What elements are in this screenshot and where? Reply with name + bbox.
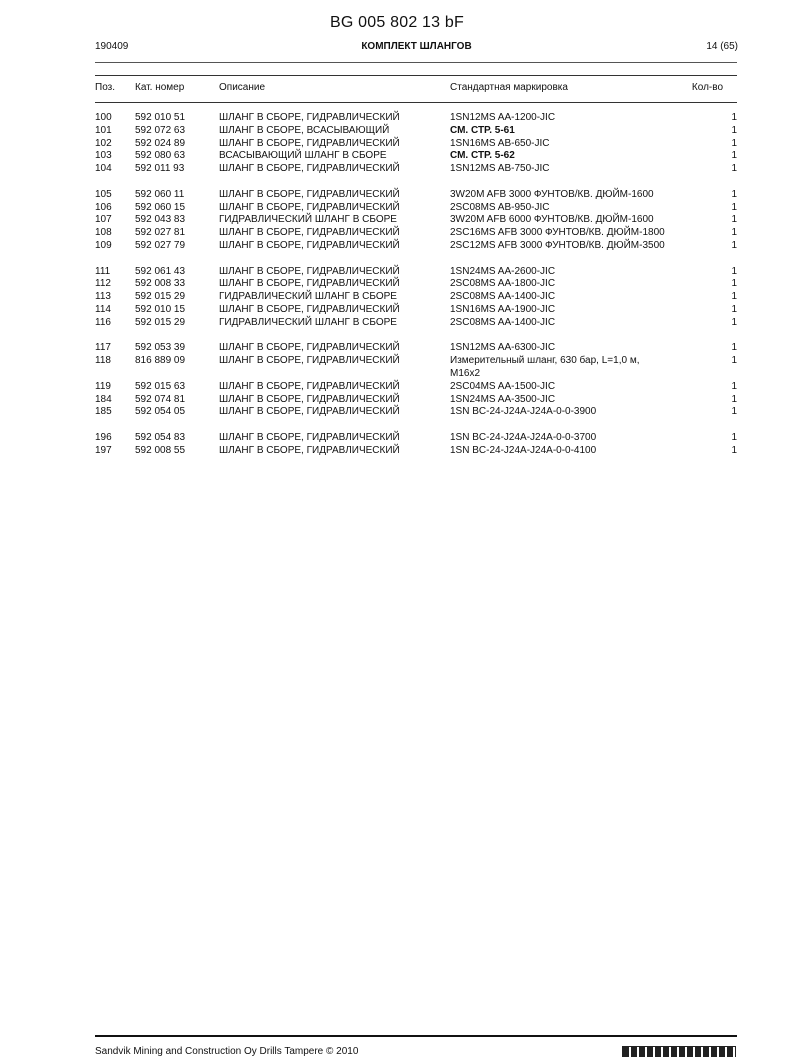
parts-table xyxy=(95,82,737,458)
cell-description: ШЛАНГ В СБОРЕ, ВСАСЫВАЮЩИЙ xyxy=(219,124,390,136)
cell-marking xyxy=(450,150,690,163)
cell-pos: 118 xyxy=(95,355,111,367)
table-row xyxy=(95,432,737,445)
cell-pos: 108 xyxy=(95,227,112,239)
cell-marking xyxy=(450,163,690,176)
cell-marking xyxy=(450,291,690,304)
cell-quantity: 1 xyxy=(731,188,737,200)
table-row xyxy=(95,125,737,138)
cell-pos: 185 xyxy=(95,406,112,418)
cell-cat-number: 592 074 81 xyxy=(135,393,186,405)
table-row xyxy=(95,112,737,125)
cell-pos: 103 xyxy=(95,150,112,162)
table-row xyxy=(95,394,737,407)
cell-cat-number: 592 060 11 xyxy=(135,188,185,200)
table-row xyxy=(95,240,737,253)
cell-description: ВСАСЫВАЮЩИЙ ШЛАНГ В СБОРЕ xyxy=(219,150,387,162)
cell-pos: 106 xyxy=(95,201,112,213)
table-row xyxy=(95,202,737,215)
cell-description: ШЛАНГ В СБОРЕ, ГИДРАВЛИЧЕСКИЙ xyxy=(219,227,400,239)
cell-cat-number: 592 072 63 xyxy=(135,124,186,136)
cell-marking xyxy=(450,202,690,215)
marking-text: 1SN12MS AB-750-JIC xyxy=(450,163,550,175)
col-header-pos: Поз. xyxy=(95,82,115,93)
cell-cat-number: 592 054 05 xyxy=(135,406,186,418)
col-header-qty: Кол-во xyxy=(691,82,723,93)
table-row xyxy=(95,355,737,381)
cell-pos: 112 xyxy=(95,278,111,290)
cell-description: ШЛАНГ В СБОРЕ, ГИДРАВЛИЧЕСКИЙ xyxy=(219,163,400,175)
cell-cat-number: 592 061 43 xyxy=(135,265,186,277)
table-row xyxy=(95,406,737,419)
cell-pos: 117 xyxy=(95,342,111,354)
cell-marking xyxy=(450,406,690,419)
cell-quantity: 1 xyxy=(731,406,737,418)
cell-marking xyxy=(450,125,690,138)
sandvik-logo xyxy=(622,1046,736,1057)
cell-quantity: 1 xyxy=(731,291,737,303)
table-row xyxy=(95,304,737,317)
cell-description: ШЛАНГ В СБОРЕ, ГИДРАВЛИЧЕСКИЙ xyxy=(219,112,400,123)
table-row xyxy=(95,266,737,279)
cell-pos: 101 xyxy=(95,124,112,136)
cell-quantity: 1 xyxy=(731,124,737,136)
col-header-cat: Кат. номер xyxy=(135,82,185,93)
group-gap xyxy=(95,176,737,189)
cell-quantity: 1 xyxy=(731,393,737,405)
cell-marking xyxy=(450,278,690,291)
cell-cat-number: 592 010 51 xyxy=(135,112,186,123)
cell-description: ШЛАНГ В СБОРЕ, ГИДРАВЛИЧЕСКИЙ xyxy=(219,265,400,277)
footer-company: Sandvik Mining and Construction Oy Drills Tampere © 2010 xyxy=(95,1046,359,1057)
cell-pos: 197 xyxy=(95,444,112,456)
cell-pos: 104 xyxy=(95,163,112,175)
cell-cat-number: 592 080 63 xyxy=(135,150,186,162)
cell-cat-number: 816 889 09 xyxy=(135,355,186,367)
col-header-desc: Описание xyxy=(219,82,266,93)
cell-quantity: 1 xyxy=(731,214,737,226)
marking-text: 1SN12MS AA-6300-JIC xyxy=(450,342,556,354)
table-row xyxy=(95,138,737,151)
cell-quantity: 1 xyxy=(731,227,737,239)
cell-pos: 116 xyxy=(95,316,111,328)
cell-pos: 100 xyxy=(95,112,112,123)
cell-description: ГИДРАВЛИЧЕСКИЙ ШЛАНГ В СБОРЕ xyxy=(219,291,397,303)
cell-marking xyxy=(450,214,690,227)
header-meta-row xyxy=(95,41,738,55)
cell-quantity: 1 xyxy=(731,355,737,367)
cell-cat-number: 592 015 29 xyxy=(135,316,186,328)
cell-quantity: 1 xyxy=(731,239,737,251)
table-top-rule xyxy=(95,75,737,76)
table-row xyxy=(95,342,737,355)
cell-pos: 105 xyxy=(95,188,112,200)
cell-cat-number: 592 015 63 xyxy=(135,380,186,392)
cell-cat-number: 592 008 33 xyxy=(135,278,186,290)
cell-description: ШЛАНГ В СБОРЕ, ГИДРАВЛИЧЕСКИЙ xyxy=(219,342,400,354)
cell-description: ШЛАНГ В СБОРЕ, ГИДРАВЛИЧЕСКИЙ xyxy=(219,137,400,149)
cell-description: ШЛАНГ В СБОРЕ, ГИДРАВЛИЧЕСКИЙ xyxy=(219,188,400,200)
cell-marking xyxy=(450,304,690,317)
cell-quantity: 1 xyxy=(731,201,737,213)
cell-pos: 113 xyxy=(95,291,111,303)
cell-marking xyxy=(450,138,690,151)
cell-quantity: 1 xyxy=(731,112,737,123)
group-gap xyxy=(95,330,737,343)
marking-text: 3W20M AFB 6000 ФУНТОВ/КВ. ДЮЙМ-1600 xyxy=(450,214,654,226)
table-row xyxy=(95,214,737,227)
footer-rule xyxy=(95,1035,737,1037)
cell-marking xyxy=(450,342,690,355)
cell-quantity: 1 xyxy=(731,150,737,162)
cell-description: ШЛАНГ В СБОРЕ, ГИДРАВЛИЧЕСКИЙ xyxy=(219,444,400,456)
cell-description: ГИДРАВЛИЧЕСКИЙ ШЛАНГ В СБОРЕ xyxy=(219,316,397,328)
cell-marking xyxy=(450,240,690,253)
cell-quantity: 1 xyxy=(731,316,737,328)
cell-pos: 196 xyxy=(95,431,112,443)
cell-marking xyxy=(450,317,690,330)
marking-text: 1SN16MS AB-650-JIC xyxy=(450,137,550,149)
table-row xyxy=(95,189,737,202)
marking-text: 3W20M AFB 3000 ФУНТОВ/КВ. ДЮЙМ-1600 xyxy=(450,188,654,200)
page-title: КОМПЛЕКТ ШЛАНГОВ xyxy=(361,41,472,52)
marking-text: 1SN BC-24-J24A-J24A-0-0-3900 xyxy=(450,406,597,418)
cell-description: ШЛАНГ В СБОРЕ, ГИДРАВЛИЧЕСКИЙ xyxy=(219,303,400,315)
cell-cat-number: 592 027 79 xyxy=(135,239,186,251)
cell-description: ШЛАНГ В СБОРЕ, ГИДРАВЛИЧЕСКИЙ xyxy=(219,201,400,213)
marking-text: 2SC08MS AA-1800-JIC xyxy=(450,278,556,290)
marking-text: Измерительный шланг, 630 бар, L=1,0 м, xyxy=(450,355,640,367)
cell-cat-number: 592 053 39 xyxy=(135,342,186,354)
marking-text: 2SC04MS AA-1500-JIC xyxy=(450,380,556,392)
cell-pos: 109 xyxy=(95,239,112,251)
cell-cat-number: 592 015 29 xyxy=(135,291,186,303)
cell-description: ШЛАНГ В СБОРЕ, ГИДРАВЛИЧЕСКИЙ xyxy=(219,355,400,367)
cell-marking xyxy=(450,394,690,407)
cell-pos: 102 xyxy=(95,137,112,149)
cell-cat-number: 592 024 89 xyxy=(135,137,186,149)
cell-pos: 107 xyxy=(95,214,112,226)
group-gap xyxy=(95,253,737,266)
cell-quantity: 1 xyxy=(731,278,737,290)
cell-cat-number: 592 060 15 xyxy=(135,201,186,213)
cell-description: ШЛАНГ В СБОРЕ, ГИДРАВЛИЧЕСКИЙ xyxy=(219,239,400,251)
marking-text-continued: M16x2 xyxy=(450,367,481,379)
cell-description: ГИДРАВЛИЧЕСКИЙ ШЛАНГ В СБОРЕ xyxy=(219,214,397,226)
cell-quantity: 1 xyxy=(731,380,737,392)
table-row xyxy=(95,291,737,304)
cell-pos: 184 xyxy=(95,393,112,405)
cell-marking xyxy=(450,432,690,445)
marking-text: 1SN BC-24-J24A-J24A-0-0-4100 xyxy=(450,444,597,456)
cell-pos: 111 xyxy=(95,265,111,277)
cell-quantity: 1 xyxy=(731,137,737,149)
table-row xyxy=(95,317,737,330)
marking-text: 2SC16MS AFB 3000 ФУНТОВ/КВ. ДЮЙМ-1800 xyxy=(450,227,665,239)
cell-marking xyxy=(450,112,690,125)
cell-quantity: 1 xyxy=(731,303,737,315)
cell-cat-number: 592 011 93 xyxy=(135,163,185,175)
col-header-mark: Стандартная маркировка xyxy=(450,82,568,93)
cell-pos: 114 xyxy=(95,303,111,315)
cell-description: ШЛАНГ В СБОРЕ, ГИДРАВЛИЧЕСКИЙ xyxy=(219,393,400,405)
cell-marking xyxy=(450,355,690,381)
cell-marking xyxy=(450,266,690,279)
table-row xyxy=(95,163,737,176)
table-row xyxy=(95,150,737,163)
marking-text: 2SC08MS AA-1400-JIC xyxy=(450,316,556,328)
marking-text: СМ. СТР. 5-62 xyxy=(450,150,515,162)
cell-description: ШЛАНГ В СБОРЕ, ГИДРАВЛИЧЕСКИЙ xyxy=(219,278,400,290)
cell-description: ШЛАНГ В СБОРЕ, ГИДРАВЛИЧЕСКИЙ xyxy=(219,431,400,443)
date-code: 190409 xyxy=(95,41,129,52)
cell-cat-number: 592 054 83 xyxy=(135,431,186,443)
cell-cat-number: 592 027 81 xyxy=(135,227,186,239)
cell-quantity: 1 xyxy=(731,342,737,354)
cell-cat-number: 592 043 83 xyxy=(135,214,186,226)
table-row xyxy=(95,227,737,240)
marking-text: 1SN12MS AA-1200-JIC xyxy=(450,112,556,123)
marking-text: 2SC12MS AFB 3000 ФУНТОВ/КВ. ДЮЙМ-3500 xyxy=(450,239,665,251)
marking-text: СМ. СТР. 5-61 xyxy=(450,124,515,136)
table-row xyxy=(95,381,737,394)
cell-marking xyxy=(450,445,690,458)
table-row xyxy=(95,445,737,458)
cell-quantity: 1 xyxy=(731,265,737,277)
cell-marking xyxy=(450,189,690,202)
cell-pos: 119 xyxy=(95,380,111,392)
cell-marking xyxy=(450,381,690,394)
cell-description: ШЛАНГ В СБОРЕ, ГИДРАВЛИЧЕСКИЙ xyxy=(219,380,400,392)
document-code: BG 005 802 13 bF xyxy=(330,14,464,31)
header-divider xyxy=(95,62,737,63)
cell-quantity: 1 xyxy=(731,431,737,443)
marking-text: 2SC08MS AA-1400-JIC xyxy=(450,291,556,303)
table-header-row xyxy=(95,82,737,96)
marking-text: 1SN16MS AA-1900-JIC xyxy=(450,303,556,315)
table-row xyxy=(95,278,737,291)
page-number: 14 (65) xyxy=(706,41,738,52)
marking-text: 1SN BC-24-J24A-J24A-0-0-3700 xyxy=(450,431,597,443)
marking-text: 2SC08MS AB-950-JIC xyxy=(450,201,550,213)
cell-description: ШЛАНГ В СБОРЕ, ГИДРАВЛИЧЕСКИЙ xyxy=(219,406,400,418)
cell-cat-number: 592 008 55 xyxy=(135,444,186,456)
cell-cat-number: 592 010 15 xyxy=(135,303,186,315)
marking-text: 1SN24MS AA-2600-JIC xyxy=(450,265,556,277)
cell-quantity: 1 xyxy=(731,163,737,175)
parts-table-body xyxy=(95,112,737,458)
marking-text: 1SN24MS AA-3500-JIC xyxy=(450,393,556,405)
cell-marking xyxy=(450,227,690,240)
group-gap xyxy=(95,419,737,432)
cell-quantity: 1 xyxy=(731,444,737,456)
